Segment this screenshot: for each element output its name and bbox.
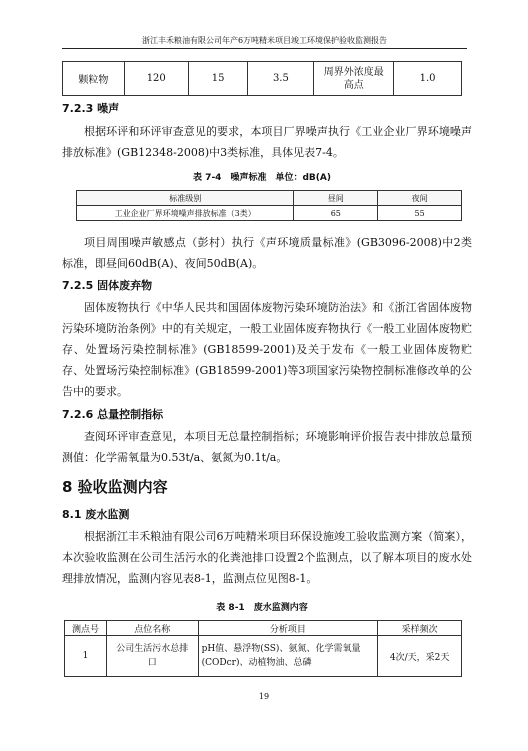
table-cell: pH值、悬浮物(SS)、氨氮、化学需氧量(CODcr)、动植物油、总磷 [198,636,378,677]
table-caption: 表 7-4 噪声标准 单位：dB(A) [193,173,331,183]
noise-standard-table [76,190,462,221]
column-header: 夜间 [378,191,462,206]
table-cell: 55 [378,206,462,221]
table-header-row [65,621,462,636]
column-header: 昼间 [294,191,378,206]
table-row [63,62,462,96]
section-title-8-1: 8.1 废水监测 [62,508,130,521]
paragraph: 根据浙江丰禾粮油有限公司6万吨精米项目环保设施竣工验收监测方案（简案），本次验收监测在公司生活污水的化粪池排口设置2个监测点，以了解本项目的废水处理排放情况，监测内容见表8-1，监测点位见图8-1。 [62,530,472,585]
table-caption: 表 8-1 废水监测内容 [216,603,308,613]
column-header: 分析项目 [198,621,378,636]
table-cell: 65 [294,206,378,221]
table-cell: 工业企业厂界环境噪声排放标准（3类） [77,206,294,221]
table-header-row [77,191,462,206]
paragraph: 查阅环评审查意见，本项目无总量控制指标；环境影响评价报告表中排放总量预测值：化学需氧量为0.53t/a、氨氮为0.1t/a。 [62,430,472,464]
table-cell: 颗粒物 [63,62,125,96]
table-cell: 3.5 [248,62,314,96]
wastewater-monitoring-table [64,620,462,677]
section-title-7-2-5: 7.2.5 固体废弃物 [62,279,153,292]
table-cell: 4次/天，采2天 [378,636,462,677]
table-cell: 公司生活污水总排口 [106,636,198,677]
table-cell: 1.0 [394,62,462,96]
paragraph: 固体废物执行《中华人民共和国固体废物污染环境防治法》和《浙江省固体废物污染环境防治条例》中的有关规定，一般工业固体废弃物执行《一般工业固体废物贮存、处置场污染控制标准》(GB18599-2001)及关于发布《一般工业固体废物贮存、处置场污染控制标准》(GB18599-2001)等3项国家污染物控制标准修改单的公告中的要求。 [62,301,472,398]
paragraph: 根据环评和环评审查意见的要求，本项目厂界噪声执行《工业企业厂界环境噪声排放标准》(GB12348-2008)中3类标准，具体见表7-4。 [62,125,472,159]
paragraph: 项目周围噪声敏感点（彭村）执行《声环境质量标准》(GB3096-2008)中2类标准，即昼间60dB(A)、夜间50dB(A)。 [62,236,472,270]
section-title-7-2-3: 7.2.3 噪声 [62,102,120,115]
section-title-7-2-6: 7.2.6 总量控制指标 [62,408,164,421]
column-header: 采样频次 [378,621,462,636]
emission-table-fragment [62,61,462,96]
table-row [77,206,462,221]
page-header: 浙江丰禾粮油有限公司年产6万吨精米项目竣工环境保护验收监测报告 [62,36,467,49]
column-header: 测点号 [65,621,107,636]
table-cell: 1 [65,636,107,677]
column-header: 点位名称 [106,621,198,636]
table-cell: 15 [188,62,248,96]
column-header: 标准级别 [77,191,294,206]
chapter-title-8: 8 验收监测内容 [62,478,168,496]
table-cell: 周界外浓度最高点 [314,62,394,96]
table-cell: 120 [124,62,188,96]
page-number: 19 [258,692,270,701]
table-row [65,636,462,677]
